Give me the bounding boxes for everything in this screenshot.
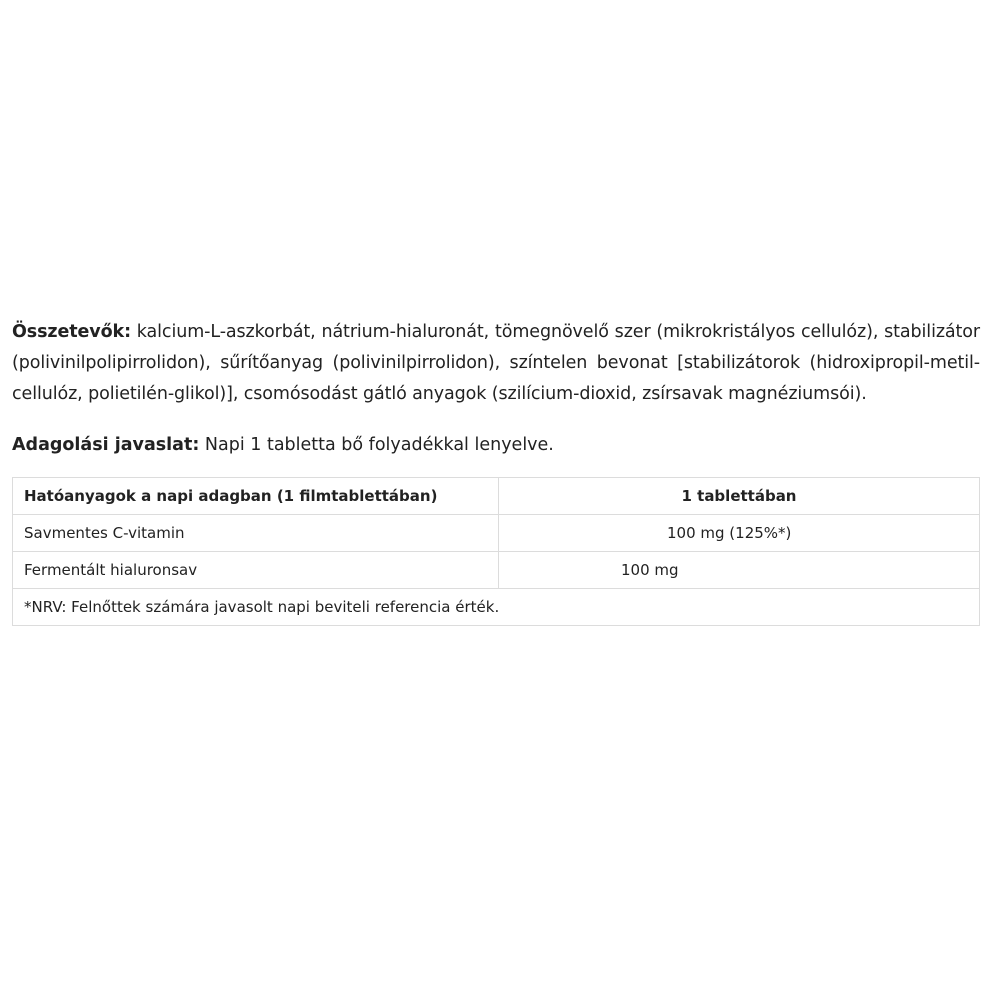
table-cell-name: Fermentált hialuronsav [13,552,499,589]
table-cell-value: 100 mg (125%*) [499,515,980,552]
table-footnote: *NRV: Felnőttek számára javasolt napi beviteli referencia érték. [13,589,980,626]
table-footnote-row [13,589,980,626]
table-cell-name: Savmentes C-vitamin [13,515,499,552]
table-row [13,515,980,552]
table-header-cell: Hatóanyagok a napi adagban (1 filmtablettában) [13,478,499,515]
table-header-cell: 1 tablettában [499,478,980,515]
table-cell-value: 100 mg [499,552,980,589]
active-ingredients-table [12,477,980,626]
dosage-paragraph [12,431,980,459]
table-row [13,552,980,589]
dosage-text: Napi 1 tabletta bő folyadékkal lenyelve. [199,435,554,455]
dosage-label: Adagolási javaslat: [12,435,200,455]
ingredients-paragraph [12,317,980,410]
ingredients-label: Összetevők: [12,322,131,342]
product-info [12,317,980,626]
table-header-row [13,478,980,515]
ingredients-text: kalcium-L-aszkorbát, nátrium-hialuronát, tömegnövelő szer (mikrokristályos cellulóz), stabilizátor (polivinilpolipirrolidon), sűrítőanyag (polivinilpirrolidon), színtelen bevonat [stabilizátorok (hidroxipropil-metil-cellulóz, polietilén-glikol)], csomósodást gátló anyagok (szilícium-dioxid, zsírsavak magnéziumsói). [12,322,980,404]
